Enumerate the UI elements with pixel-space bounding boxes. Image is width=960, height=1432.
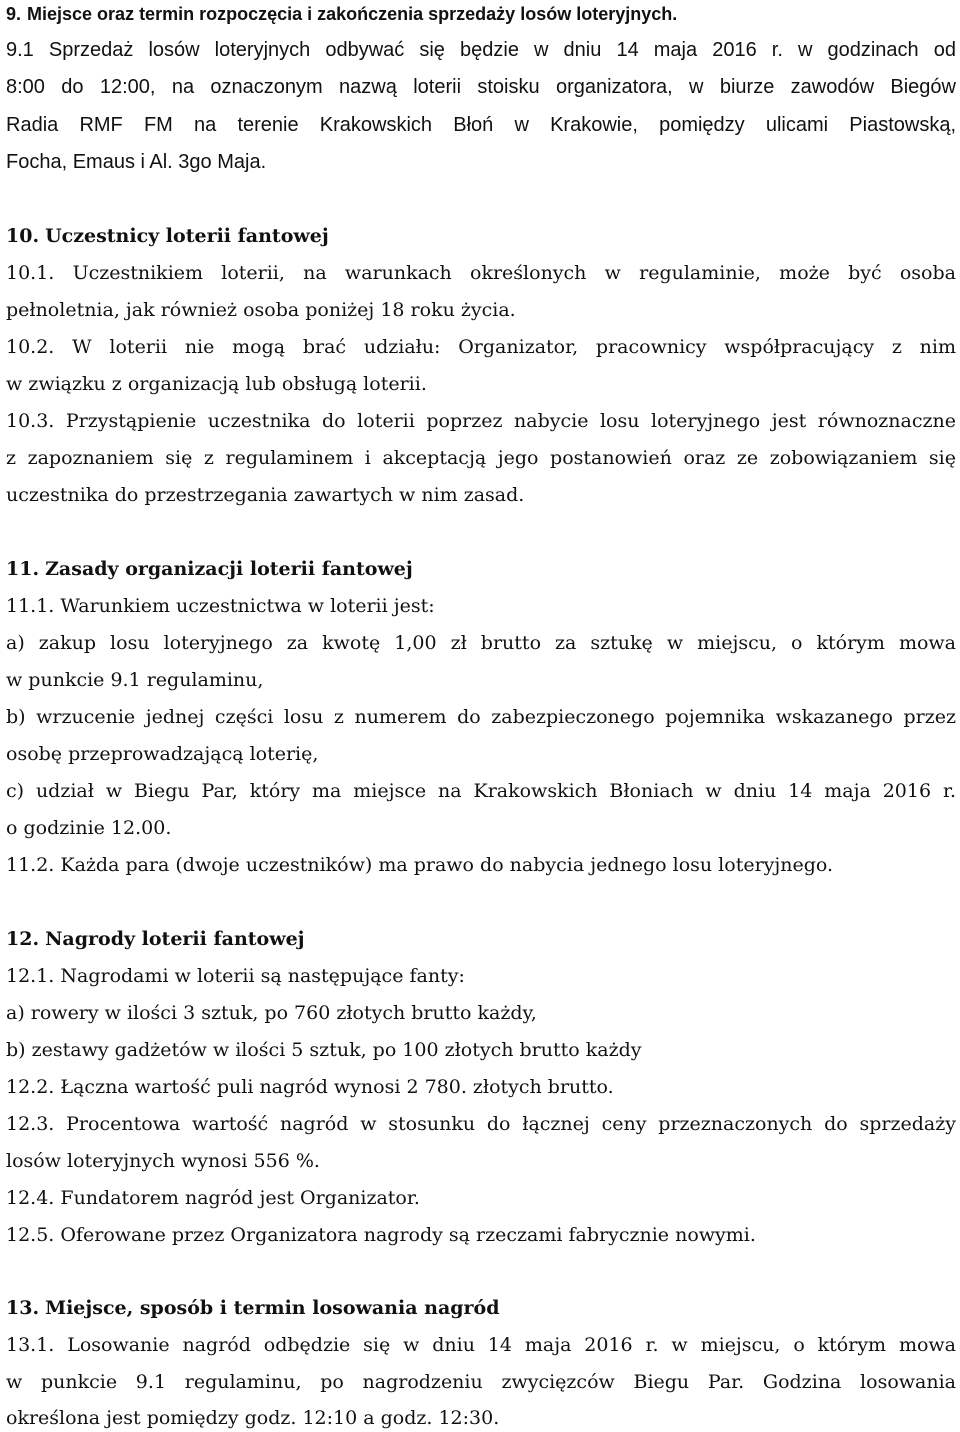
paragraph-line: 11.1. Warunkiem uczestnictwa w loterii jest: <box>6 595 435 617</box>
section-number: 13. <box>6 1297 40 1319</box>
section-title: Nagrody loterii fantowej <box>45 928 305 950</box>
paragraph-line: o godzinie 12.00. <box>6 817 172 839</box>
section-10-heading <box>6 224 329 248</box>
paragraph-line: a) zakup losu loteryjnego za kwotę 1,00 zł brutto za sztukę w miejscu, o którym mowa <box>6 632 956 654</box>
paragraph-line: Radia RMF FM na terenie Krakowskich Błoń w Krakowie, pomiędzy ulicami Piastowską, <box>6 114 956 136</box>
section-9-heading <box>6 2 677 26</box>
paragraph-line: 12.4. Fundatorem nagród jest Organizator. <box>6 1187 420 1209</box>
paragraph-line: losów loteryjnych wynosi 556 %. <box>6 1150 320 1172</box>
paragraph-line: Focha, Emaus i Al. 3go Maja. <box>6 151 267 173</box>
section-12-heading <box>6 927 305 951</box>
section-13-heading <box>6 1296 500 1320</box>
paragraph-line: 12.2. Łączna wartość puli nagród wynosi 2 780. złotych brutto. <box>6 1076 614 1098</box>
paragraph-line: 8:00 do 12:00, na oznaczonym nazwą loterii stoisku organizatora, w biurze zawodów Biegów <box>6 76 956 98</box>
paragraph-line: określona jest pomiędzy godz. 12:10 a godz. 12:30. <box>6 1407 500 1429</box>
section-title: Zasady organizacji loterii fantowej <box>45 558 413 580</box>
paragraph-line: 12.3. Procentowa wartość nagród w stosunku do łącznej ceny przeznaczonych do sprzedaży <box>6 1113 956 1135</box>
paragraph-line: osobę przeprowadzającą loterię, <box>6 743 319 765</box>
paragraph-line: 11.2. Każda para (dwoje uczestników) ma prawo do nabycia jednego losu loteryjnego. <box>6 854 834 876</box>
paragraph-line: w związku z organizacją lub obsługą loterii. <box>6 373 427 395</box>
section-11-heading <box>6 557 413 581</box>
section-title: Uczestnicy loterii fantowej <box>45 225 329 247</box>
paragraph-line: 10.3. Przystąpienie uczestnika do loterii poprzez nabycie losu loteryjnego jest równoznaczne <box>6 410 956 432</box>
paragraph-line: pełnoletnia, jak również osoba poniżej 18 roku życia. <box>6 299 516 321</box>
paragraph-line: w punkcie 9.1 regulaminu, <box>6 669 264 691</box>
section-number: 10. <box>6 225 40 247</box>
section-title: Miejsce, sposób i termin losowania nagród <box>45 1297 500 1319</box>
paragraph-line: 9.1 Sprzedaż losów loteryjnych odbywać się będzie w dniu 14 maja 2016 r. w godzinach od <box>6 39 956 61</box>
section-number: 12. <box>6 928 40 950</box>
paragraph-line: w punkcie 9.1 regulaminu, po nagrodzeniu zwycięzców Biegu Par. Godzina losowania <box>6 1371 956 1393</box>
paragraph-line: a) rowery w ilości 3 sztuk, po 760 złotych brutto każdy, <box>6 1002 537 1024</box>
section-number: 11. <box>6 558 40 580</box>
paragraph-line: 10.2. W loterii nie mogą brać udziału: Organizator, pracownicy współpracujący z nim <box>6 336 956 358</box>
paragraph-line: b) wrzucenie jednej części losu z numerem do zabezpieczonego pojemnika wskazanego przez <box>6 706 956 728</box>
paragraph-line: 12.1. Nagrodami w loterii są następujące fanty: <box>6 965 465 987</box>
paragraph-line: c) udział w Biegu Par, który ma miejsce na Krakowskich Błoniach w dniu 14 maja 2016 r. <box>6 780 956 802</box>
paragraph-line: 12.5. Oferowane przez Organizatora nagrody są rzeczami fabrycznie nowymi. <box>6 1224 756 1246</box>
section-number: 9. <box>6 4 22 24</box>
section-title: Miejsce oraz termin rozpoczęcia i zakończenia sprzedaży losów loteryjnych. <box>27 4 678 24</box>
paragraph-line: z zapoznaniem się z regulaminem i akceptacją jego postanowień oraz ze zobowiązaniem się <box>6 447 956 469</box>
paragraph-line: uczestnika do przestrzegania zawartych w nim zasad. <box>6 484 525 506</box>
paragraph-line: 10.1. Uczestnikiem loterii, na warunkach określonych w regulaminie, może być osoba <box>6 262 956 284</box>
paragraph-line: 13.1. Losowanie nagród odbędzie się w dniu 14 maja 2016 r. w miejscu, o którym mowa <box>6 1334 956 1356</box>
paragraph-line: b) zestawy gadżetów w ilości 5 sztuk, po 100 złotych brutto każdy <box>6 1039 642 1061</box>
